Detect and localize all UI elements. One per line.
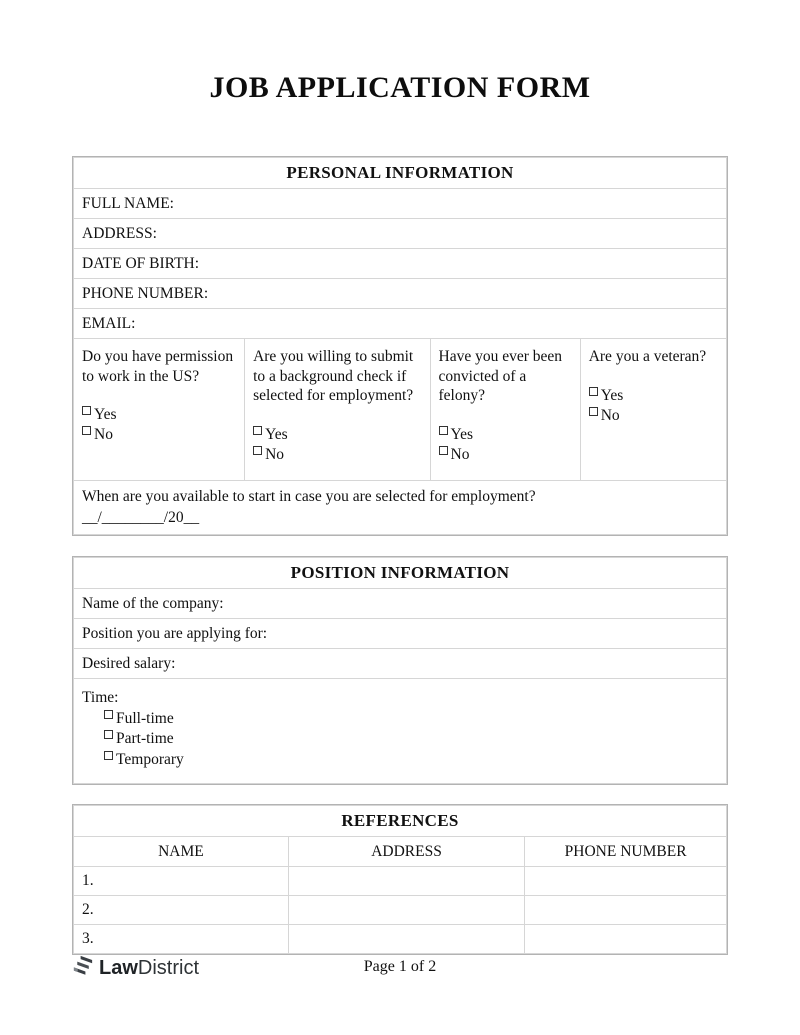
availability-row: [74, 481, 727, 535]
question-text: Do you have permission to work in the US?: [82, 348, 234, 385]
option-label: No: [450, 445, 470, 463]
option-label: Part-time: [116, 730, 174, 747]
availability-cell: [74, 481, 727, 535]
column-header-address: ADDRESS: [288, 837, 524, 867]
checkbox-icon[interactable]: [253, 446, 262, 455]
question-text: Have you ever been convicted of a felony?: [438, 348, 563, 404]
desired-salary-field[interactable]: [74, 649, 727, 679]
option-label: Full-time: [116, 709, 174, 727]
date-of-birth-label: DATE OF BIRTH:: [82, 254, 200, 272]
reference-2-phone-cell[interactable]: [525, 896, 727, 925]
field-row-position-applying: [74, 619, 727, 649]
time-cell: [74, 679, 727, 784]
field-row-phone-number: [74, 279, 727, 309]
references-column-headers: [74, 837, 727, 867]
date-of-birth-field[interactable]: [74, 249, 727, 279]
page-number: Page 1 of 2: [363, 958, 437, 975]
checkbox-icon[interactable]: [82, 426, 91, 435]
checkbox-icon[interactable]: [104, 710, 113, 719]
option-label: Temporary: [116, 750, 184, 768]
full-name-label: FULL NAME:: [82, 194, 174, 212]
position-applying-field[interactable]: [74, 619, 727, 649]
logo-text-bold: Law: [99, 957, 138, 979]
logo-text-regular: District: [137, 957, 200, 979]
page-title: JOB APPLICATION FORM: [209, 71, 591, 104]
email-label: EMAIL:: [82, 314, 136, 332]
eligibility-questions-row: [74, 339, 727, 481]
field-row-email: [74, 309, 727, 339]
field-row-date-of-birth: [74, 249, 727, 279]
reference-1-phone-cell[interactable]: [525, 867, 727, 896]
reference-row-2: [74, 896, 727, 925]
question-text: Are you a veteran?: [588, 348, 707, 365]
question-cell-veteran: [580, 339, 726, 481]
references-section-header: [74, 806, 727, 837]
question-cell-work-permission: [74, 339, 245, 481]
question-cell-felony: [430, 339, 580, 481]
references-table: [72, 804, 728, 955]
position-section-header: [74, 558, 727, 589]
phone-number-label: PHONE NUMBER:: [82, 284, 209, 302]
position-applying-label: Position you are applying for:: [82, 624, 268, 642]
address-label: ADDRESS:: [82, 224, 157, 242]
checkbox-icon[interactable]: [82, 406, 91, 415]
reference-row-1: [74, 867, 727, 896]
option-label: Yes: [94, 406, 117, 423]
checkbox-icon[interactable]: [439, 446, 448, 455]
address-field[interactable]: [74, 219, 727, 249]
availability-question: When are you available to start in case you are selected for employment?: [82, 488, 536, 505]
question-cell-background-check: [245, 339, 430, 481]
checkbox-icon[interactable]: [253, 426, 262, 435]
checkbox-icon[interactable]: [104, 751, 113, 760]
column-header-name: NAME: [74, 837, 289, 867]
field-row-desired-salary: [74, 649, 727, 679]
references-section-title: REFERENCES: [74, 806, 727, 837]
personal-section-header: [74, 158, 727, 189]
time-row: [74, 679, 727, 784]
reference-1-name-cell[interactable]: 1.: [74, 867, 289, 896]
position-section-title: POSITION INFORMATION: [74, 558, 727, 589]
reference-1-address-cell[interactable]: [288, 867, 524, 896]
email-field[interactable]: [74, 309, 727, 339]
company-name-label: Name of the company:: [82, 594, 224, 612]
checkbox-icon[interactable]: [589, 407, 598, 416]
reference-3-name-cell[interactable]: 3.: [74, 925, 289, 954]
checkbox-icon[interactable]: [439, 426, 448, 435]
option-label: Yes: [450, 425, 474, 443]
desired-salary-label: Desired salary:: [82, 654, 176, 672]
column-header-phone-number: PHONE NUMBER: [525, 837, 727, 867]
availability-date-line[interactable]: __/________/20__: [82, 509, 200, 526]
option-label: Yes: [265, 425, 288, 443]
field-row-address: [74, 219, 727, 249]
option-label: No: [265, 445, 285, 463]
position-information-table: [72, 556, 728, 785]
company-name-field[interactable]: [74, 589, 727, 619]
full-name-field[interactable]: [74, 189, 727, 219]
page-footer: [0, 950, 800, 986]
option-label: No: [600, 406, 620, 424]
option-label: No: [94, 426, 113, 443]
question-text: Are you willing to submit to a background check if selected for employment?: [253, 348, 414, 404]
field-row-company-name: [74, 589, 727, 619]
time-label: Time:: [82, 689, 119, 706]
reference-2-address-cell[interactable]: [288, 896, 524, 925]
checkbox-icon[interactable]: [104, 730, 113, 739]
option-label: Yes: [600, 386, 624, 404]
checkbox-icon[interactable]: [589, 387, 598, 396]
field-row-full-name: [74, 189, 727, 219]
phone-number-field[interactable]: [74, 279, 727, 309]
personal-section-title: PERSONAL INFORMATION: [74, 158, 727, 189]
personal-information-table: [72, 156, 728, 536]
reference-2-name-cell[interactable]: 2.: [74, 896, 289, 925]
